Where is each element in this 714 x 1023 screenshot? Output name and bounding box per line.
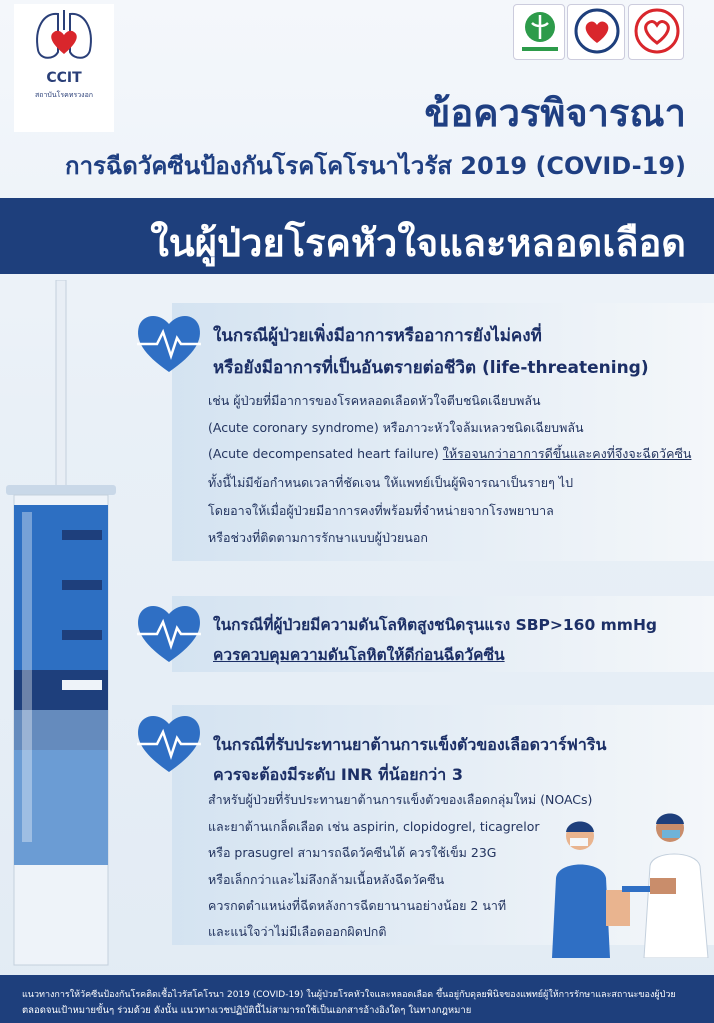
section1-heading-line1: ในกรณีผู้ป่วยเพิ่งมีอาการหรืออาการยังไม่คงที่ <box>213 326 542 346</box>
wait-until-stable-text: ให้รอจนกว่าอาการดีขึ้นและคงที่จึงจะฉีดวัคซีน <box>442 446 692 461</box>
heart-pulse-icon <box>133 600 205 664</box>
heart-ring-emblem-icon <box>629 5 685 61</box>
section3-body-line: สำหรับผู้ป่วยที่รับประทานยาต้านการแข็งตัวของเลือดกลุ่มใหม่ (NOACs) <box>208 792 593 807</box>
banner-title: ในผู้ป่วยโรคหัวใจและหลอดเลือด <box>150 221 686 265</box>
medical-department-emblem-icon <box>514 5 566 61</box>
page-subtitle: การฉีดวัคซีนป้องกันโรคโคโรนาไวรัส 2019 (COVID-19) <box>65 152 686 180</box>
section1-body-line: (Acute coronary syndrome) หรือภาวะหัวใจล้มเหลวชนิดเฉียบพลัน <box>208 420 584 435</box>
heart-pulse-icon <box>133 710 205 774</box>
section3-body-line: และยาต้านเกล็ดเลือด เช่น aspirin, clopidogrel, ticagrelor <box>208 819 540 834</box>
footer-disclaimer-line1: แนวทางการให้วัคซีนป้องกันโรคติดเชื้อไวรัสโคโรนา 2019 (COVID-19) ในผู้ป่วยโรคหัวใจและหลอดเลือด ขึ้นอยู่กับดุลยพินิจของแพทย์ผู้ให้การรักษาและสถานะของผู้ป่วย <box>22 990 676 1000</box>
section2-heading-line2: ควรควบคุมความดันโลหิตให้ดีก่อนฉีดวัคซีน <box>213 646 505 664</box>
logo-name: CCIT <box>46 70 82 86</box>
vaccination-illustration-icon <box>540 808 714 958</box>
section1-body-line: เช่น ผู้ป่วยที่มีอาการของโรคหลอดเลือดหัวใจตีบชนิดเฉียบพลัน <box>208 393 541 408</box>
section3-heading-line2: ควรจะต้องมีระดับ INR ที่น้อยกว่า 3 <box>213 765 463 784</box>
cardiology-society-logo <box>628 4 684 60</box>
ccit-logo <box>14 4 114 132</box>
section1-body-line: โดยอาจให้เมื่อผู้ป่วยมีอาการคงที่พร้อมที่จำหน่ายจากโรงพยาบาล <box>208 503 554 518</box>
syringe-illustration-icon <box>0 280 130 980</box>
section3-body-line: ควรกดตำแหน่งที่ฉีดหลังการฉีดยานานอย่างน้อย 2 นาที <box>208 898 507 913</box>
section3-body-line: และแน่ใจว่าไม่มีเลือดออกผิดปกติ <box>208 924 387 939</box>
footer-disclaimer-line2: ตลอดจนเป้าหมายขั้นๆ ร่วมด้วย ดังนั้น แนวทางเวชปฏิบัตินี้ไม่สามารถใช้เป็นเอกสารอ้างอิงใดๆ ในทางกฎหมาย <box>22 1005 472 1016</box>
section3-body-line: หรือ prasugrel สามารถฉีดวัคซีนได้ ควรใช้เข็ม 23G <box>208 845 497 860</box>
section3-body-line: หรือเล็กกว่าและไม่ลึงกล้ามเนื้อหลังฉีดวัคซีน <box>208 872 445 887</box>
section2-heading-line1: ในกรณีที่ผู้ป่วยมีความดันโลหิตสูงชนิดรุนแรง SBP>160 mmHg <box>213 616 658 634</box>
section3-heading-line1: ในกรณีที่รับประทานยาต้านการแข็งตัวของเลือดวาร์ฟาริน <box>213 735 607 754</box>
section1-body-line: หรือช่วงที่ติดตามการรักษาแบบผู้ป่วยนอก <box>208 530 428 545</box>
page-title: ข้อควรพิจารณา <box>424 91 686 135</box>
heart-circle-emblem-icon <box>568 5 626 61</box>
heart-pulse-icon <box>133 310 205 374</box>
lungs-heart-logo-icon <box>14 4 114 70</box>
section1-heading-line2: หรือยังมีอาการที่เป็นอันตรายต่อชีวิต (life-threatening) <box>213 358 649 378</box>
heart-association-logo <box>567 4 625 60</box>
acute-hf-term: (Acute decompensated heart failure) <box>208 446 439 461</box>
section1-body-line <box>208 444 691 464</box>
logo-subtitle: สถาบันโรคทรวงอก <box>34 91 94 99</box>
dms-logo <box>513 4 565 60</box>
section1-body-line: ทั้งนี้ไม่มีข้อกำหนดเวลาที่ชัดเจน ให้แพทย์เป็นผู้พิจารณาเป็นรายๆ ไป <box>208 475 574 490</box>
